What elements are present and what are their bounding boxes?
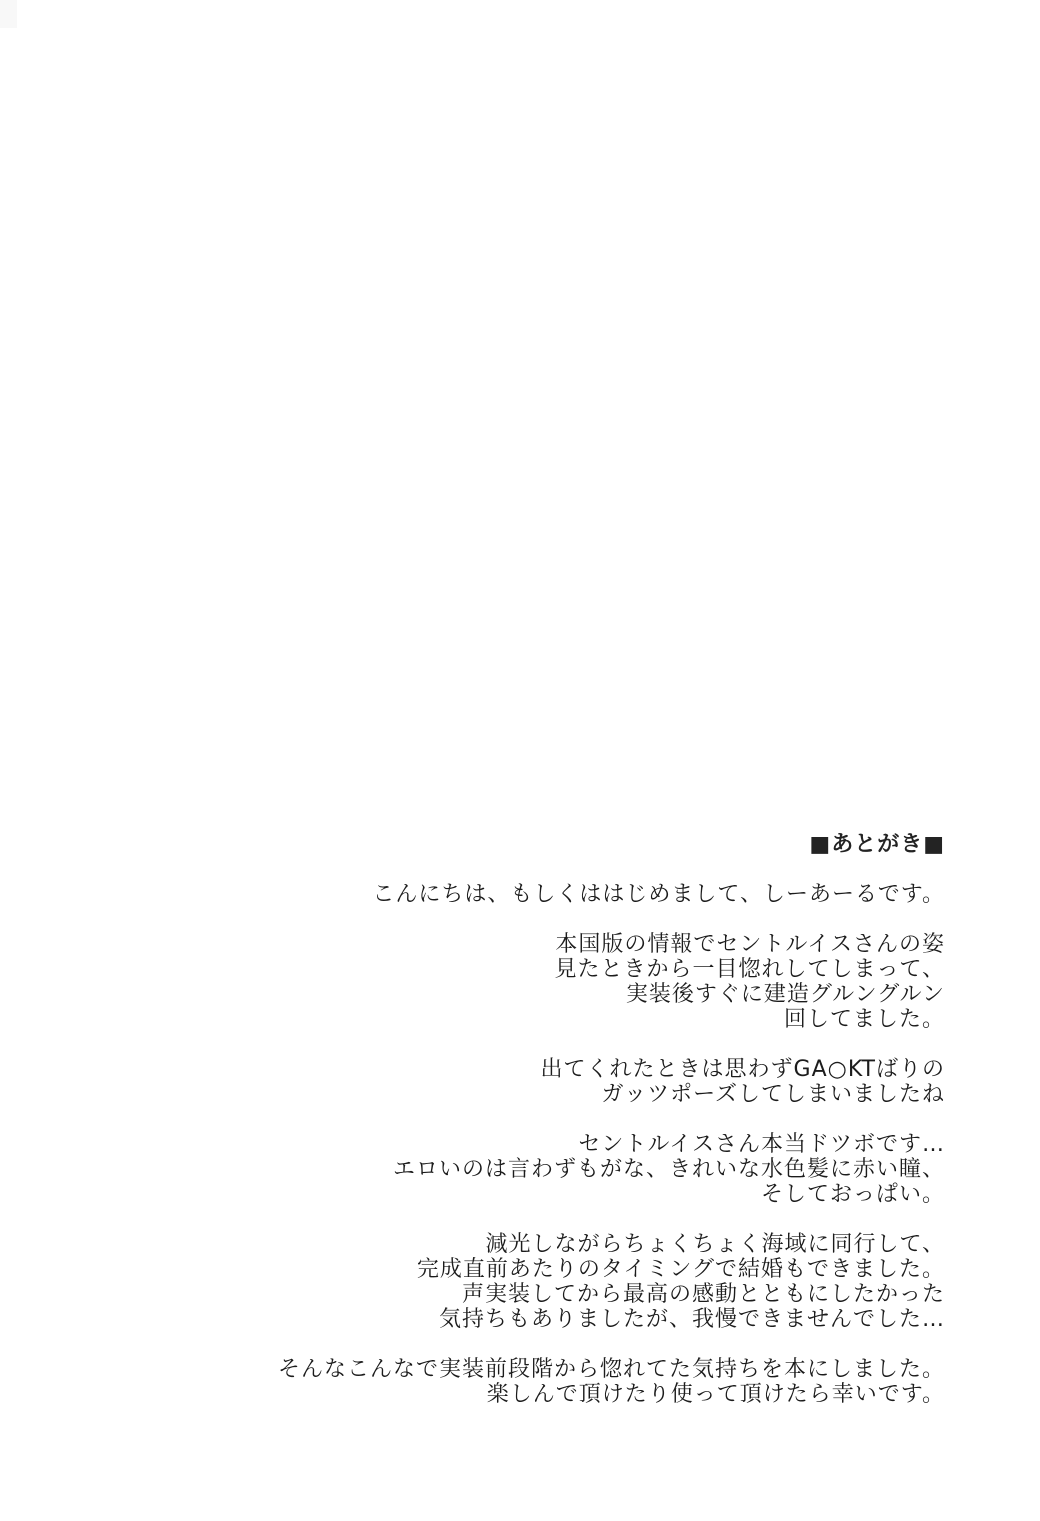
afterword-paragraph	[245, 882, 945, 907]
afterword-paragraph	[245, 1132, 945, 1207]
afterword-line: セントルイスさん本当ドツボです…	[578, 1132, 945, 1157]
scan-corner-artifact	[0, 0, 17, 28]
afterword-paragraph	[245, 1057, 945, 1107]
afterword-line: そしておっぱい。	[760, 1182, 945, 1207]
afterword-paragraph	[245, 932, 945, 1032]
afterword-line: 楽しんで頂けたり使って頂けたら幸いです。	[486, 1382, 945, 1407]
afterword-line: そんなこんなで実装前段階から惚れてた気持ちを本にしました。	[277, 1357, 945, 1382]
afterword-line: エロいのは言わずもがな、きれいな水色髪に赤い瞳、	[392, 1157, 945, 1182]
afterword-line: 完成直前あたりのタイミングで結婚もできました。	[416, 1257, 945, 1282]
afterword-line: 回してました。	[783, 1007, 945, 1032]
afterword-line: 声実装してから最高の感動とともにしたかった	[461, 1282, 945, 1307]
afterword-line: 実装後すぐに建造グルングルン	[625, 982, 945, 1007]
afterword-title: ■あとがき■	[809, 832, 945, 857]
afterword-line: 本国版の情報でセントルイスさんの姿	[555, 932, 945, 957]
afterword-block	[245, 832, 945, 1407]
afterword-line: ガッツポーズしてしまいましたね	[601, 1082, 945, 1107]
afterword-paragraph	[245, 1232, 945, 1332]
afterword-line: 減光しながらちょくちょく海域に同行して、	[485, 1232, 945, 1257]
afterword-paragraph	[245, 1357, 945, 1407]
afterword-line: 気持ちもありましたが、我慢できませんでした…	[438, 1307, 945, 1332]
afterword-line: 出てくれたときは思わずGA○KTばりの	[540, 1057, 945, 1082]
afterword-line: こんにちは、もしくははじめまして、しーあーるです。	[372, 882, 945, 907]
afterword-line: 見たときから一目惚れしてしまって、	[554, 957, 945, 982]
